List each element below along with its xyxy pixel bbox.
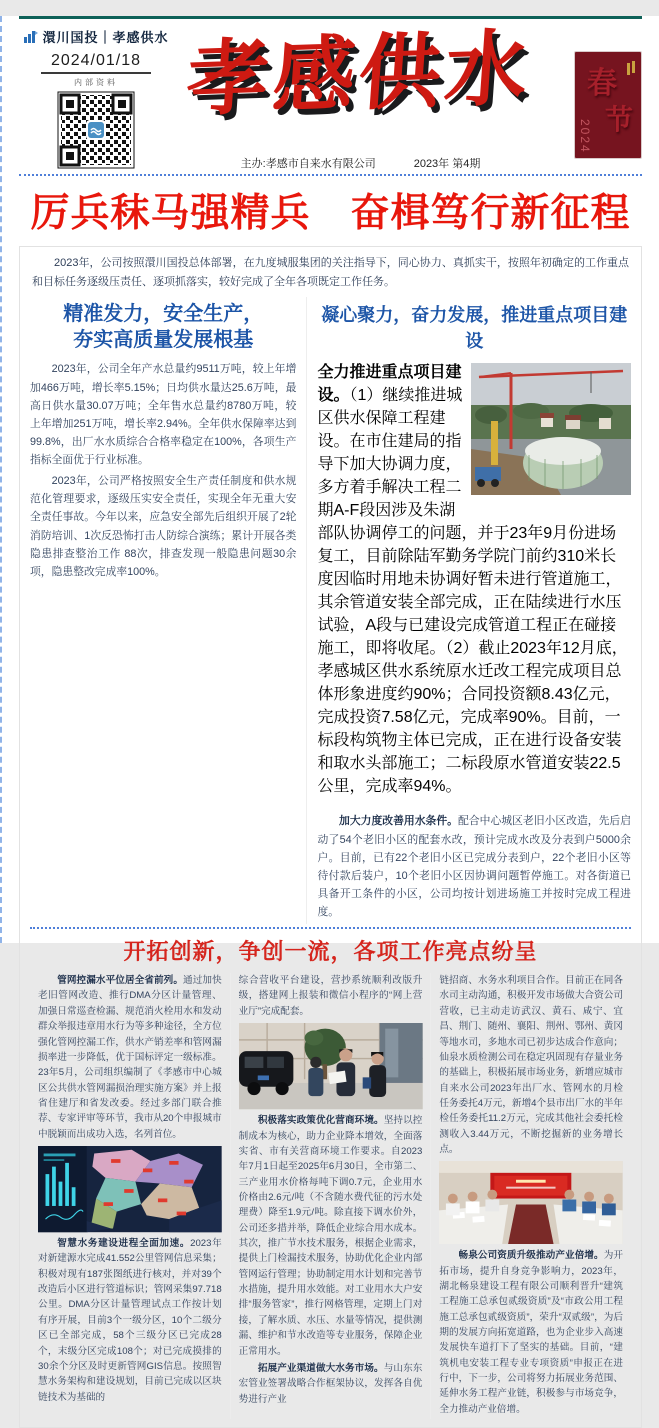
highlight-paragraph — [239, 1361, 423, 1407]
highlight-paragraph — [239, 1113, 423, 1359]
article-1-heading-line1: 精准发力，安全生产， — [63, 303, 264, 326]
issue-number: 2023年 第4期 — [413, 158, 481, 170]
highlight-text: 为开拓市场，提升自身竞争影响力，2023年，湖北畅泉建设工程有限公司顺利晋升“建筑工程施工总承包贰级资质”及“市政公用工程施工总承包贰级资质”，荣升“双贰级”，为后期的发展方向拓宽道路，也为企业步入高速发展快车道打下了坚实的基础。目前，“建筑机电安装工程专业专项资质”申报正在进行中，下一步，公司将努力拓展业务范围、延伸水务工程产业链，积极参与市场竞争，全力推动产业倍增。 — [439, 1250, 624, 1415]
brand-block — [23, 27, 169, 173]
three-column-section — [30, 973, 631, 1419]
article-safety-production — [30, 297, 306, 924]
brand-logo-icon — [23, 29, 38, 44]
festival-card-image — [574, 51, 642, 159]
highlight-text: 2023年对新建源水完成41.552公里管网信息采集；积极对现有187张图纸进行核对，并对39个改造后小区进行管道标识；管网采集97.718公里。DMA分区计量管理试点工作按计划有序开展，目前3个一级分区，10个二级分区已全部完成，58个三级分区已完成28个，末级分区完成108个；对已完成摸排的30余个分区及时更新管网GIS信息。按照智慧水务架构和建设规划，目前已完成以区块链技术为基础的 — [38, 1238, 222, 1403]
masthead-area — [19, 19, 642, 171]
brand-name: 澴川国投｜孝感供水 — [42, 30, 169, 45]
festival-char-spring: 春 — [587, 66, 617, 101]
article-2-paragraph-lead: 全力推进重点项目建设。 — [317, 364, 462, 405]
article-2-paragraph-text: 配合中心城区老旧小区改造，先后启动了54个老旧小区的配套水改，预计完成水改及分表到户5000余户。目前，已有22个老旧小区已完成分表到户，22个老旧小区等待付款后装户，10个老旧小区因协调问题暂停施工。对各街道已具备开工条件的小区，公司均按计划进场施工并按时完成工程进度。 — [317, 815, 631, 918]
highlights-column-3 — [430, 973, 631, 1419]
highlight-paragraph: 链招商、水务水利项目合作。目前正在同各水司主动沟通，积极开发市场做大合资公司营收，已主动走访武汉、黄石、咸宁、宜昌、荆门、随州、襄阳、荆州、鄂州、黄冈等地水司，多地水司已初步达成合作意向；仙泉水质检测公司在稳定巩固现有存量业务的基础上，积极拓展市场业务，新增应城市自来水公司2023年出厂水、管网水的月检任务委托4万元，新增4个县市出厂水的半年检任务委托11.2万元，完成其他社会委托检测收入3.44万元，不断挖掘新的业务增长点。 — [439, 975, 624, 1155]
highlight-paragraph — [38, 1236, 222, 1405]
article-2-paragraph-lead: 加大力度改善用水条件。 — [339, 815, 458, 828]
main-headline: 厉兵秣马强精兵 奋楫笃行新征程 — [30, 192, 631, 235]
article-1-heading-line2: 夯实高质量发展根基 — [73, 329, 254, 352]
highlight-text: 坚持以控制成本为核心，助力企业降本增效，全面落实省、市有关营商环境工作要求。自2023年7月1日起至2025年6月30日，全市第二、三产业用水价格每吨下调0.7元，企业用水价格由2.6元/吨（不含随水费代征的污水处理费）降至1.9元/吨。除直接下调水价外，公司还多措并举，降低企业综合用水成本。其次，推广节水技术服务，根据企业需求，提供上门检漏技术服务，协助优化企业内部管网运行管理；协助制定用水计划和完善节水措施，提升用水效能。对工业用水大户安排“服务管家”，推行网格管理，定期上门对接，了解水质、水压、水量等情况，提供测漏、维护和节水改造等专业服务，保障企业正常用水。 — [238, 1115, 423, 1357]
highlight-text: 通过加快老旧管网改造、推行DMA分区计量管理、加强日常巡查检漏、规范消火栓用水和发动群众举报违章用水行为等多种途径，全方位强化管网控漏工作，供水产销差率和管网漏损率进一步降低，优于国标评定一级标准。23年5月，公司组织编制了《孝感市中心城区公共供水管网漏损治理实施方案》并上报省住建厅和省发改委。经过多部门联合推荐、专家评审等环节，我市从20个申报城市中脱颖而出成功入选，名列首位。 — [38, 975, 222, 1140]
issue-date: 2024/01/18 — [41, 49, 151, 74]
highlight-lead: 拓展产业渠道做大水务市场。 — [257, 1362, 384, 1374]
newspaper-page — [0, 16, 659, 1415]
highlight-lead: 积极落实政策优化营商环境。 — [257, 1115, 384, 1127]
highlight-paragraph: 综合营收平台建设，营抄系统顺利改版升级，搭建网上报装和微信小程序的“网上营业厅”完成配套。 — [238, 975, 423, 1017]
header-separator — [19, 174, 642, 176]
article-2-heading: 凝心聚力，奋力发展，推进重点项目建设 — [321, 305, 628, 352]
internal-label: 内部资料 — [74, 78, 118, 87]
intro-paragraph: 2023年，公司按照澴川国投总体部署，在九度城服集团的关注指导下，同心协力、真抓实干，按照年初确定的工作重点和目标任务逐级压责任、逐项抓落实，较好完成了全年各项既定工作任务。 — [32, 257, 629, 288]
highlights-column-1 — [30, 973, 230, 1419]
article-1-paragraph: 2023年，公司严格按照安全生产责任制度和供水规范化管理要求，逐级压实安全责任，实现全年无重大安全责任事故。今年以来，应急安全部先后组织开展了2轮消防培训、1次反恐怖打击人防综合演练；累计开展各类隐患排查整治工作 88次，排查发现一般隐患问题30余项，隐患整改完成率100%。 — [30, 475, 297, 578]
two-column-section — [30, 297, 631, 924]
photo-meeting-room — [439, 1161, 623, 1244]
photo-construction-site — [471, 363, 631, 495]
highlight-paragraph — [439, 1248, 623, 1417]
content-box — [19, 246, 642, 1428]
article-1-paragraph: 2023年，公司全年产水总量约9511万吨，较上年增加466万吨，增长率5.15%；日均供水量达25.6万吨，最高日供水量30.07万吨；全年售水总量约8780万吨，较上年增加251万吨，增长率2.94%。全年供水保障率达到99.8%，出厂水水质综合合格率稳定在100%，各项生产指标全面优于行业标准。 — [30, 363, 297, 466]
highlights-column-2 — [230, 973, 431, 1419]
photo-service-visit — [239, 1023, 423, 1109]
article-1-heading — [30, 301, 296, 353]
festival-year: 2024 — [578, 119, 592, 154]
highlight-lead: 畅泉公司资质升级推动产业倍增。 — [458, 1250, 604, 1262]
highlight-text: 与山东东宏管业签署战略合作框架协议，发挥各自优势进行产业 — [238, 1362, 423, 1405]
newspaper-title: 孝感供水 — [183, 19, 535, 129]
festival-gold-seal — [632, 61, 635, 73]
section-separator — [30, 927, 631, 929]
article-key-projects — [306, 297, 631, 924]
publisher-name: 主办:孝感市自来水有限公司 — [240, 158, 376, 170]
highlights-heading: 开拓创新，争创一流，各项工作亮点纷呈 — [123, 939, 538, 965]
highlight-lead: 管网控漏水平位居全省前列。 — [57, 975, 184, 987]
photo-gis-dashboard-map — [38, 1146, 222, 1232]
qr-code — [58, 92, 134, 168]
festival-char-festival: 节 — [605, 103, 634, 136]
masthead-title-wrap — [171, 19, 547, 129]
highlight-paragraph — [38, 973, 222, 1142]
publisher-line — [179, 155, 542, 171]
article-2-paragraph — [317, 812, 631, 921]
highlight-lead: 智慧水务建设进程全面加速。 — [57, 1238, 191, 1250]
top-rule — [19, 16, 642, 19]
article-2-paragraph-text: （1）继续推进城区供水保障工程建设。在市住建局的指导下加大协调力度，多方着手解决工程二期A-F段因涉及朱湖部队协调停工的问题，并于23年9月份进场复工，目前除陆军勤务学院门前约310米长度因临时用地未协调好暂未进行管道施工，其余管道安装全部完成，正在陆续进行水压试验，A段与已建设完成管道工程正在碰接施工，即将收尾。（2）截止2023年12月底，孝感城区供水系统原水迁改工程完成项目总体形象进度约90%；合同投资额8.43亿元，完成投资7.58亿元，完成率90%。目前，一标段构筑物主体已完成，正在进行设备安装和取水头部施工；二标段原水管道安装22.5公里，完成率94%。 — [317, 387, 628, 796]
